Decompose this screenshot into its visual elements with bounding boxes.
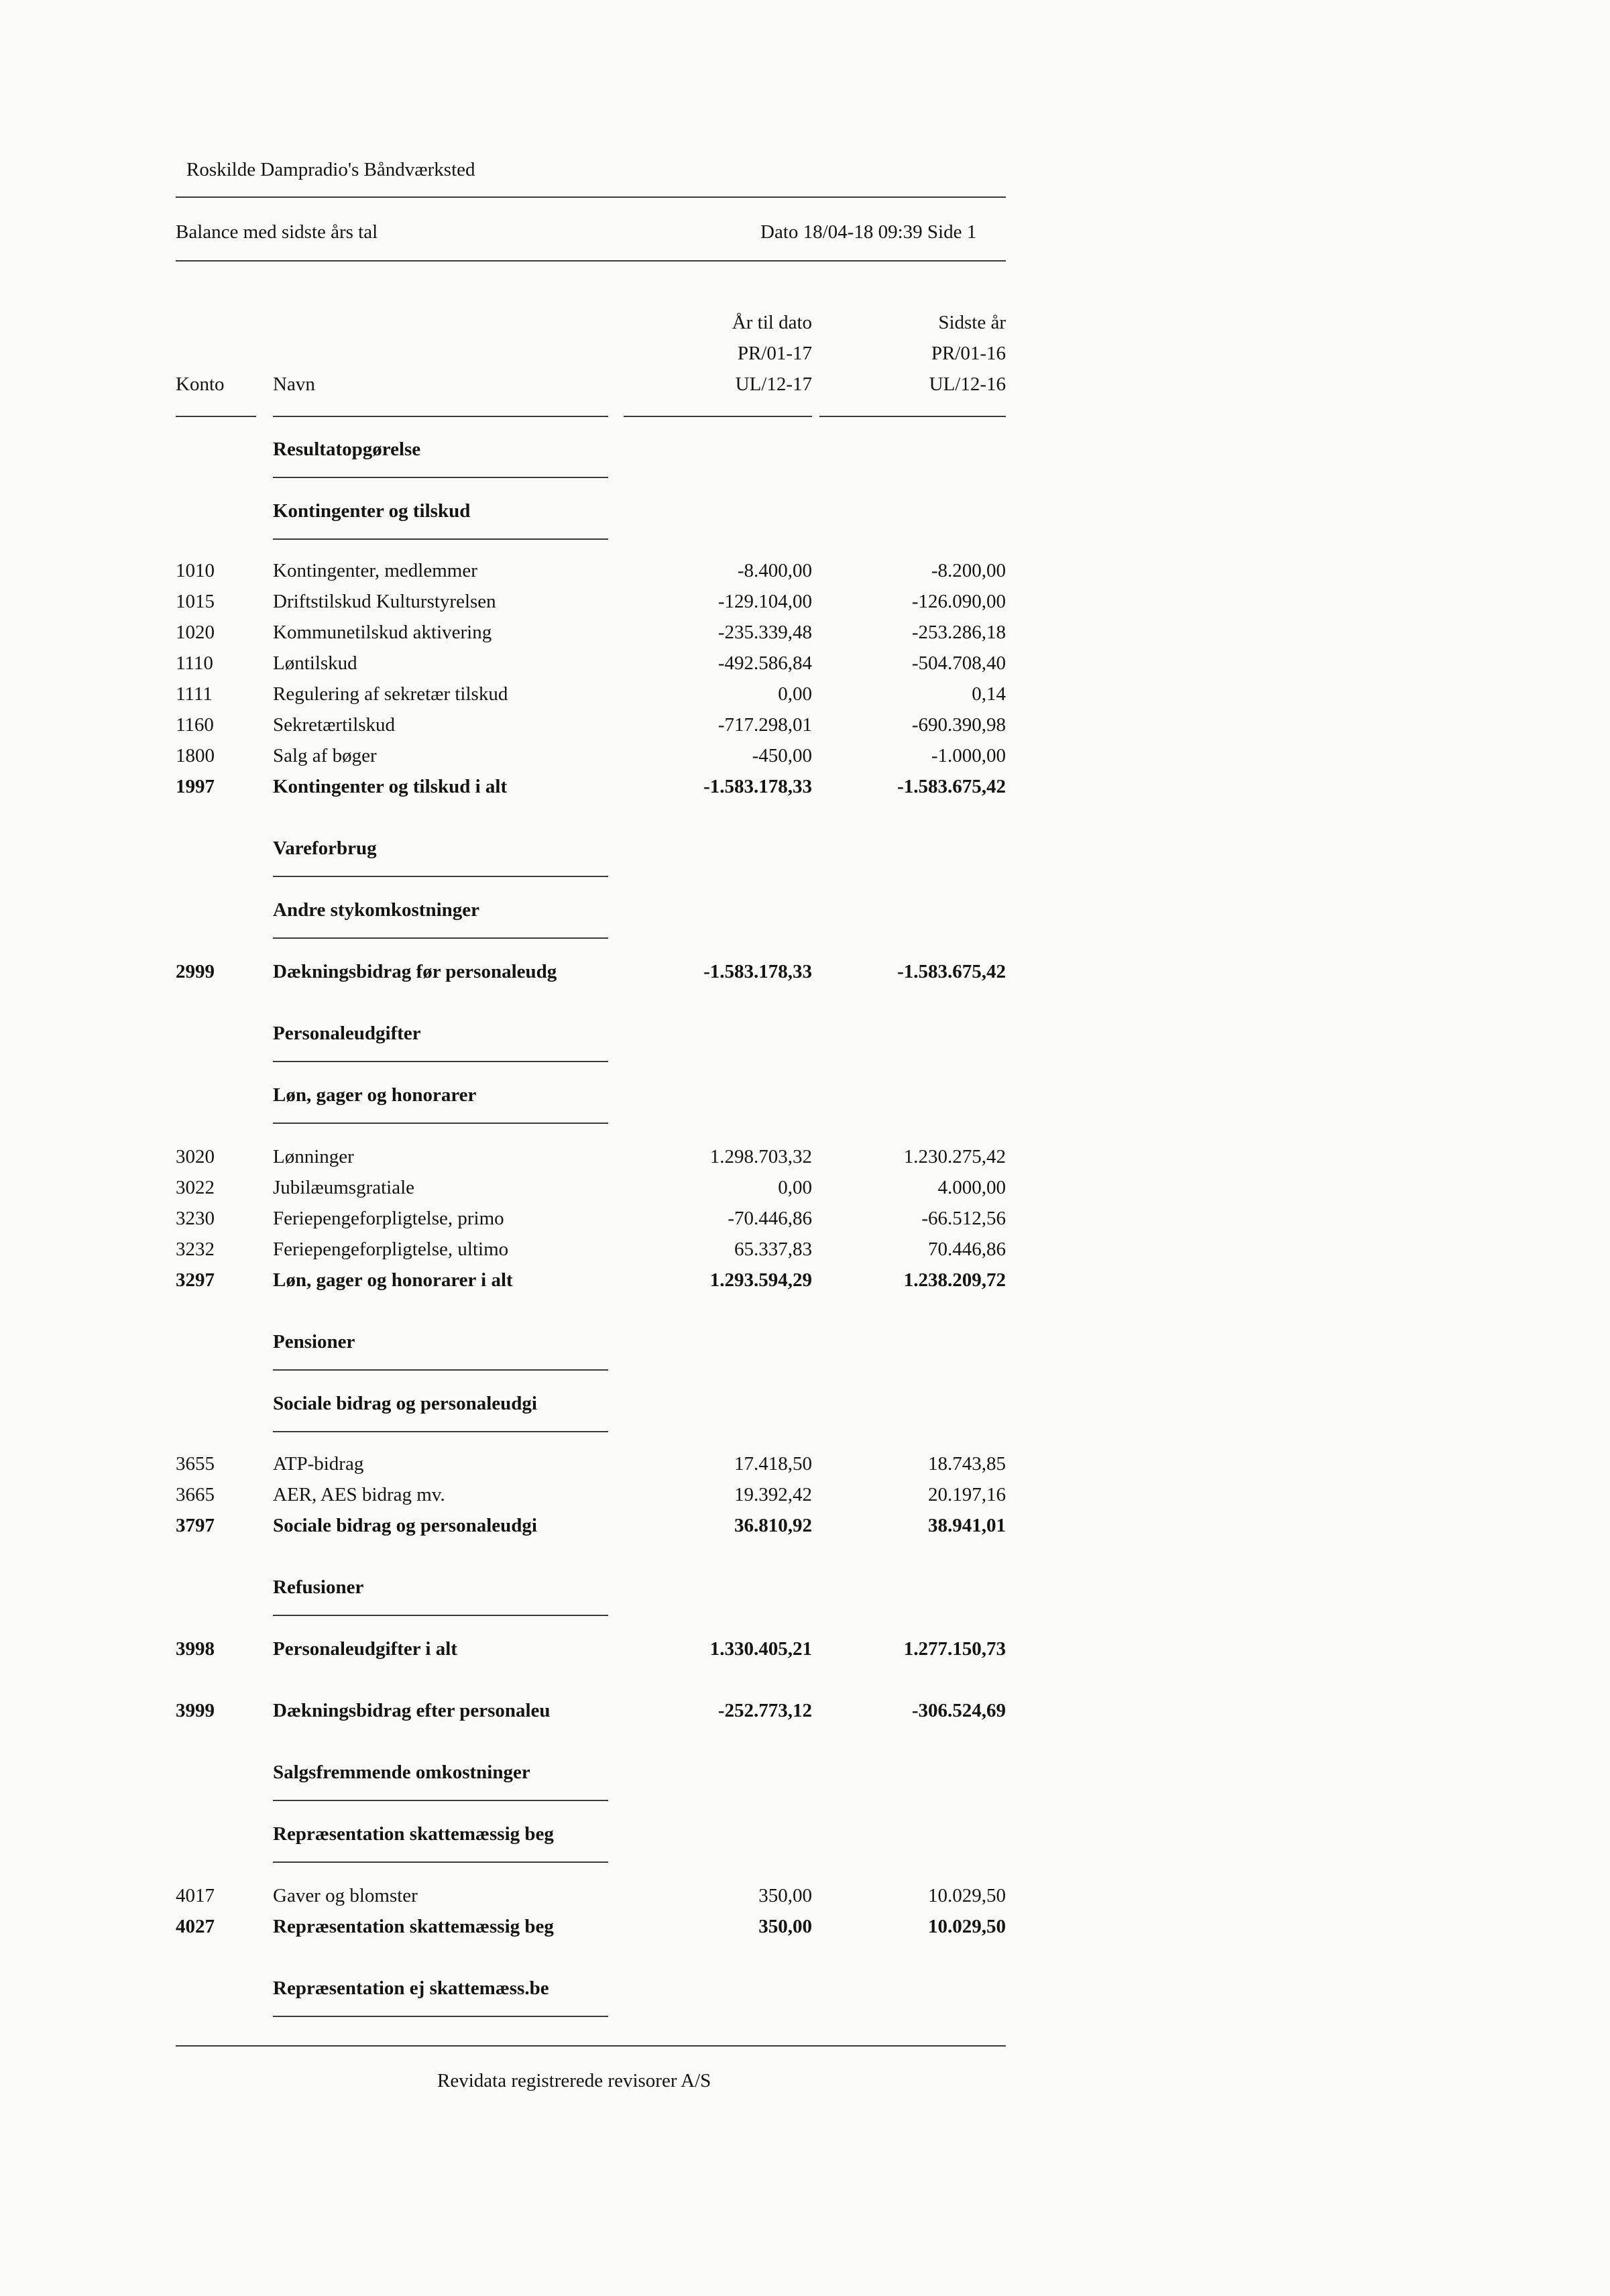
table-row-navn: Gaver og blomster (273, 1885, 418, 1906)
table-row-previous: -504.708,40 (911, 652, 1006, 674)
subtotal-row-previous: 10.029,50 (928, 1916, 1006, 1937)
table-row-konto: 3232 (176, 1239, 215, 1260)
section-andre-stykomkostninger: Andre stykomkostninger (273, 899, 480, 921)
header-divider (176, 196, 1006, 198)
section-personaleudgifter: Personaleudgifter (273, 1023, 421, 1044)
section-refusioner: Refusioner (273, 1576, 364, 1598)
table-row-previous: -126.090,00 (911, 591, 1006, 612)
section-underline (273, 876, 608, 877)
table-row-current: 17.418,50 (734, 1453, 812, 1475)
section-underline (273, 2016, 608, 2017)
subtotal-row-current: -252.773,12 (717, 1700, 812, 1721)
subtotal-row-current: 350,00 (758, 1916, 812, 1937)
section-underline (273, 1431, 608, 1432)
table-row-previous: 20.197,16 (928, 1484, 1006, 1505)
report-title: Balance med sidste års tal (176, 221, 378, 243)
current-underline (624, 416, 812, 417)
table-row-current: -235.339,48 (717, 622, 812, 643)
section-repraesentation: Repræsentation skattemæssig beg (273, 1823, 554, 1845)
section-resultatopgoerelse: Resultatopgørelse (273, 439, 421, 460)
subtotal-row-previous: 38.941,01 (928, 1515, 1006, 1536)
table-row-konto: 3230 (176, 1208, 215, 1229)
section-underline (273, 1123, 608, 1124)
table-row-konto: 1110 (176, 652, 213, 674)
section-repraesentation-ej: Repræsentation ej skattemæss.be (273, 1977, 549, 1999)
subtotal-row-previous: -306.524,69 (911, 1700, 1006, 1721)
section-underline (273, 1800, 608, 1801)
subtotal-row-konto: 1997 (176, 776, 215, 797)
subtotal-row-konto: 3999 (176, 1700, 215, 1721)
subtotal-row-current: -1.583.178,33 (703, 961, 812, 982)
table-row-konto: 1010 (176, 560, 215, 581)
table-row-current: -129.104,00 (717, 591, 812, 612)
col-previous-to: UL/12-16 (929, 374, 1006, 395)
table-row-konto: 1160 (176, 714, 214, 736)
company-name: Roskilde Dampradio's Båndværksted (186, 159, 475, 180)
table-row-previous: -8.200,00 (931, 560, 1006, 581)
subtotal-row-previous: 1.238.209,72 (903, 1269, 1006, 1291)
table-row-konto: 1015 (176, 591, 215, 612)
subtotal-row-konto: 3797 (176, 1515, 215, 1536)
footer-divider (176, 2045, 1006, 2047)
col-current-from: PR/01-17 (737, 343, 812, 364)
subtotal-row-previous: -1.583.675,42 (897, 961, 1006, 982)
table-row-current: 350,00 (758, 1885, 812, 1906)
subtotal-row-current: 1.330.405,21 (709, 1638, 812, 1660)
section-underline (273, 1615, 608, 1616)
section-underline (273, 538, 608, 540)
table-row-navn: Driftstilskud Kulturstyrelsen (273, 591, 496, 612)
table-row-current: -717.298,01 (717, 714, 812, 736)
table-row-navn: ATP-bidrag (273, 1453, 364, 1475)
subtotal-row-navn: Dækningsbidrag før personaleudg (273, 961, 557, 982)
table-row-current: -70.446,86 (728, 1208, 812, 1229)
table-row-previous: 0,14 (972, 683, 1006, 705)
table-row-previous: -66.512,56 (921, 1208, 1006, 1229)
table-row-previous: 1.230.275,42 (903, 1146, 1006, 1167)
table-row-konto: 1800 (176, 745, 215, 766)
konto-underline (176, 416, 256, 417)
subtotal-row-previous: -1.583.675,42 (897, 776, 1006, 797)
section-underline (273, 937, 608, 939)
table-row-konto: 1111 (176, 683, 213, 705)
section-underline (273, 1861, 608, 1863)
previous-underline (819, 416, 1006, 417)
table-row-current: 19.392,42 (734, 1484, 812, 1505)
table-row-previous: 4.000,00 (937, 1177, 1006, 1198)
section-kontingenter: Kontingenter og tilskud (273, 500, 471, 522)
col-current-label: År til dato (732, 312, 812, 333)
subtotal-row-navn: Sociale bidrag og personaleudgi (273, 1515, 537, 1536)
col-navn-header: Navn (273, 374, 315, 395)
table-row-navn: Løntilskud (273, 652, 357, 674)
table-row-konto: 3655 (176, 1453, 215, 1475)
section-sociale-bidrag: Sociale bidrag og personaleudgi (273, 1393, 537, 1414)
section-salgsfremmende: Salgsfremmende omkostninger (273, 1762, 530, 1783)
subtotal-row-previous: 1.277.150,73 (903, 1638, 1006, 1660)
subtotal-row-navn: Løn, gager og honorarer i alt (273, 1269, 513, 1291)
table-row-navn: Feriepengeforpligtelse, primo (273, 1208, 504, 1229)
table-row-navn: Jubilæumsgratiale (273, 1177, 415, 1198)
subtotal-row-konto: 4027 (176, 1916, 215, 1937)
subtotal-row-navn: Kontingenter og tilskud i alt (273, 776, 508, 797)
col-konto-header: Konto (176, 374, 225, 395)
table-row-navn: AER, AES bidrag mv. (273, 1484, 445, 1505)
section-underline (273, 1369, 608, 1371)
subtotal-row-konto: 3998 (176, 1638, 215, 1660)
table-row-current: -8.400,00 (737, 560, 812, 581)
table-row-navn: Kontingenter, medlemmer (273, 560, 477, 581)
table-row-previous: -253.286,18 (911, 622, 1006, 643)
section-loen-gager: Løn, gager og honorarer (273, 1084, 477, 1106)
section-pensioner: Pensioner (273, 1331, 355, 1353)
table-row-navn: Feriepengeforpligtelse, ultimo (273, 1239, 509, 1260)
table-row-konto: 3020 (176, 1146, 215, 1167)
subtotal-row-navn: Personaleudgifter i alt (273, 1638, 457, 1660)
table-row-current: 65.337,83 (734, 1239, 812, 1260)
navn-underline (273, 416, 608, 417)
table-row-current: 0,00 (778, 683, 812, 705)
table-row-previous: -1.000,00 (931, 745, 1006, 766)
section-vareforbrug: Vareforbrug (273, 838, 377, 859)
subtotal-row-current: 1.293.594,29 (709, 1269, 812, 1291)
col-current-to: UL/12-17 (735, 374, 812, 395)
subtotal-row-navn: Repræsentation skattemæssig beg (273, 1916, 554, 1937)
subtotal-row-konto: 3297 (176, 1269, 215, 1291)
table-row-previous: 70.446,86 (928, 1239, 1006, 1260)
subtotal-row-konto: 2999 (176, 961, 215, 982)
table-row-previous: -690.390,98 (911, 714, 1006, 736)
table-row-navn: Lønninger (273, 1146, 354, 1167)
header-divider-2 (176, 260, 1006, 262)
table-row-konto: 3022 (176, 1177, 215, 1198)
subtotal-row-navn: Dækningsbidrag efter personaleu (273, 1700, 551, 1721)
table-row-navn: Kommunetilskud aktivering (273, 622, 492, 643)
table-row-current: -450,00 (752, 745, 812, 766)
table-row-navn: Sekretærtilskud (273, 714, 396, 736)
table-row-previous: 10.029,50 (928, 1885, 1006, 1906)
table-row-konto: 1020 (176, 622, 215, 643)
table-row-current: -492.586,84 (717, 652, 812, 674)
subtotal-row-current: -1.583.178,33 (703, 776, 812, 797)
table-row-previous: 18.743,85 (928, 1453, 1006, 1475)
section-underline (273, 1061, 608, 1062)
section-underline (273, 477, 608, 478)
table-row-navn: Salg af bøger (273, 745, 377, 766)
col-previous-label: Sidste år (938, 312, 1006, 333)
table-row-konto: 4017 (176, 1885, 215, 1906)
date-page-info: Dato 18/04-18 09:39 Side 1 (760, 221, 977, 243)
table-row-current: 0,00 (778, 1177, 812, 1198)
col-previous-from: PR/01-16 (931, 343, 1006, 364)
subtotal-row-current: 36.810,92 (734, 1515, 812, 1536)
table-row-konto: 3665 (176, 1484, 215, 1505)
table-row-navn: Regulering af sekretær tilskud (273, 683, 508, 705)
table-row-current: 1.298.703,32 (709, 1146, 812, 1167)
footer-auditor: Revidata registrerede revisorer A/S (437, 2070, 711, 2091)
